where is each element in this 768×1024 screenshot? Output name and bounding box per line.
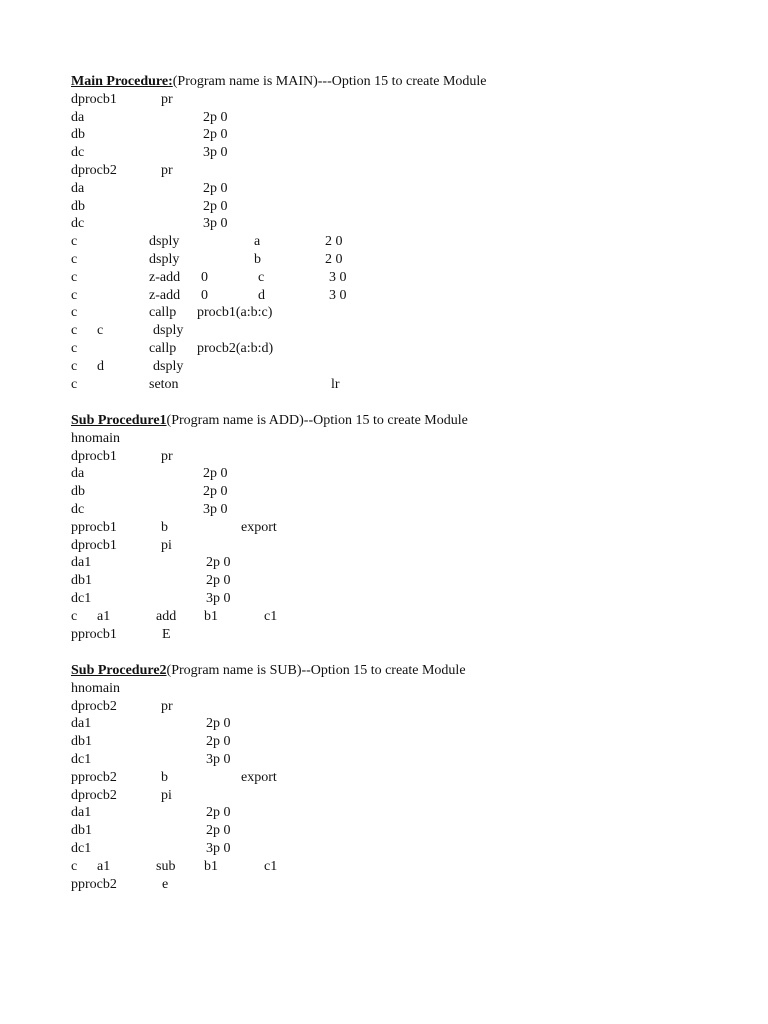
code-token: a — [254, 234, 261, 250]
code-line — [0, 358, 768, 376]
code-token: db1 — [71, 573, 92, 589]
code-token: c — [71, 305, 78, 321]
code-token: c — [71, 323, 78, 339]
code-token: c — [71, 376, 78, 392]
code-token: callp — [149, 305, 177, 321]
code-line — [0, 572, 768, 590]
code-line — [0, 804, 768, 822]
code-token: d — [258, 287, 265, 303]
code-token: b — [254, 251, 261, 267]
code-token: c — [71, 340, 78, 356]
code-line — [0, 109, 768, 127]
code-token: c — [97, 323, 104, 339]
code-token: da1 — [71, 805, 92, 821]
code-token: db1 — [71, 823, 92, 839]
section-sub-procedure1 — [0, 412, 768, 643]
code-token: dc1 — [71, 590, 92, 606]
code-token: dc1 — [71, 840, 92, 856]
code-line — [0, 858, 768, 876]
code-line — [0, 322, 768, 340]
code-line — [0, 162, 768, 180]
section-main — [0, 73, 768, 393]
code-token: da1 — [71, 716, 92, 732]
code-token: 2p 0 — [206, 805, 231, 821]
section-sub-procedure2 — [0, 662, 768, 893]
code-token: db1 — [71, 734, 92, 750]
section-heading — [0, 73, 768, 91]
code-line — [0, 680, 768, 698]
code-token: dprocb1 — [71, 448, 117, 464]
code-token: 3 0 — [329, 269, 347, 285]
code-token: pi — [161, 537, 172, 553]
code-token: 2p 0 — [206, 734, 231, 750]
code-token: c — [71, 608, 78, 624]
code-token: seton — [149, 376, 179, 392]
code-token: a1 — [97, 858, 111, 874]
code-token: 3p 0 — [206, 590, 231, 606]
code-token: c — [71, 858, 78, 874]
code-token: procb2(a:b:d) — [197, 340, 274, 356]
code-token: 0 — [201, 287, 208, 303]
code-line — [0, 448, 768, 466]
code-line — [0, 340, 768, 358]
code-token: c — [71, 287, 78, 303]
code-token: 0 — [201, 269, 208, 285]
code-token: 2p 0 — [203, 127, 228, 143]
code-line — [0, 430, 768, 448]
code-token: 3p 0 — [203, 216, 228, 232]
code-token: 2p 0 — [206, 555, 231, 571]
code-line — [0, 198, 768, 216]
code-token: da1 — [71, 555, 92, 571]
code-token: dc — [71, 501, 85, 517]
code-token: c1 — [264, 858, 278, 874]
code-token: dc — [71, 216, 85, 232]
heading-title-suffix: : — [168, 74, 173, 89]
code-token: dprocb2 — [71, 162, 117, 178]
code-token: E — [162, 626, 171, 642]
code-token: b — [161, 519, 168, 535]
code-token: dprocb2 — [71, 787, 117, 803]
code-token: pi — [161, 787, 172, 803]
code-token: dprocb1 — [71, 91, 117, 107]
code-token: b — [161, 769, 168, 785]
code-token: c — [71, 234, 78, 250]
code-line — [0, 715, 768, 733]
code-token: dsply — [153, 358, 184, 374]
heading-rest: (Program name is ADD)--Option 15 to create Module — [166, 413, 468, 428]
code-line — [0, 215, 768, 233]
code-token: db — [71, 127, 85, 143]
code-token: pprocb1 — [71, 626, 117, 642]
code-token: z-add — [149, 269, 181, 285]
code-token: dsply — [149, 234, 180, 250]
code-line — [0, 822, 768, 840]
code-line — [0, 519, 768, 537]
code-token: pprocb1 — [71, 519, 117, 535]
code-line — [0, 465, 768, 483]
section-heading — [0, 662, 768, 680]
code-line — [0, 144, 768, 162]
code-token: 2p 0 — [203, 198, 228, 214]
code-line — [0, 483, 768, 501]
code-token: b1 — [204, 608, 218, 624]
heading-title: Main Procedure — [71, 74, 169, 89]
code-token: 2p 0 — [206, 716, 231, 732]
code-token: db — [71, 484, 85, 500]
code-line — [0, 269, 768, 287]
code-line — [0, 233, 768, 251]
code-line — [0, 626, 768, 644]
heading-title: Sub Procedure2 — [71, 663, 167, 678]
code-token: add — [156, 608, 177, 624]
code-line — [0, 590, 768, 608]
code-line — [0, 180, 768, 198]
code-line — [0, 733, 768, 751]
heading-title: Sub Procedure1 — [71, 413, 167, 428]
code-token: 2p 0 — [203, 484, 228, 500]
code-token: pr — [161, 698, 173, 714]
code-token: c — [71, 251, 78, 267]
code-line — [0, 876, 768, 894]
code-token: 3p 0 — [203, 501, 228, 517]
code-token: callp — [149, 340, 177, 356]
section-heading — [0, 412, 768, 430]
code-token: pr — [161, 162, 173, 178]
code-token: 3p 0 — [206, 751, 231, 767]
code-token: 2p 0 — [203, 109, 228, 125]
code-token: c — [71, 358, 78, 374]
code-token: dc1 — [71, 751, 92, 767]
code-token: dc — [71, 145, 85, 161]
code-token: dsply — [153, 323, 184, 339]
code-token: e — [162, 876, 169, 892]
code-token: pprocb2 — [71, 769, 117, 785]
code-line — [0, 537, 768, 555]
code-line — [0, 787, 768, 805]
code-token: 2p 0 — [206, 573, 231, 589]
code-line — [0, 501, 768, 519]
code-line — [0, 91, 768, 109]
code-line — [0, 840, 768, 858]
code-line — [0, 554, 768, 572]
code-token: pprocb2 — [71, 876, 117, 892]
code-token: pr — [161, 448, 173, 464]
code-token: b1 — [204, 858, 218, 874]
heading-rest: (Program name is MAIN)---Option 15 to create Module — [172, 74, 487, 89]
heading-rest: (Program name is SUB)--Option 15 to create Module — [166, 663, 466, 678]
code-token: 2p 0 — [206, 823, 231, 839]
code-token: 3 0 — [329, 287, 347, 303]
code-token: export — [241, 769, 277, 785]
code-line — [0, 751, 768, 769]
code-token: 2p 0 — [203, 466, 228, 482]
code-token: c — [71, 269, 78, 285]
code-token: export — [241, 519, 277, 535]
code-line — [0, 698, 768, 716]
code-token: da — [71, 109, 85, 125]
code-line — [0, 251, 768, 269]
code-token: 2 0 — [325, 251, 343, 267]
code-token: sub — [156, 858, 176, 874]
code-token: 3p 0 — [206, 840, 231, 856]
code-token: z-add — [149, 287, 181, 303]
code-token: dprocb1 — [71, 537, 117, 553]
code-token: da — [71, 180, 85, 196]
code-line — [0, 376, 768, 394]
code-line — [0, 304, 768, 322]
code-line — [0, 287, 768, 305]
code-token: procb1(a:b:c) — [197, 305, 273, 321]
code-token: da — [71, 466, 85, 482]
code-token: c — [258, 269, 265, 285]
code-token: db — [71, 198, 85, 214]
code-token: dprocb2 — [71, 698, 117, 714]
code-line — [0, 126, 768, 144]
code-token: dsply — [149, 251, 180, 267]
code-token: 2 0 — [325, 234, 343, 250]
code-token: a1 — [97, 608, 111, 624]
code-line — [0, 769, 768, 787]
code-token: hnomain — [71, 680, 120, 696]
code-line — [0, 608, 768, 626]
code-token: 3p 0 — [203, 145, 228, 161]
code-token: 2p 0 — [203, 180, 228, 196]
code-token: c1 — [264, 608, 278, 624]
code-token: pr — [161, 91, 173, 107]
code-token: hnomain — [71, 430, 120, 446]
code-token: lr — [331, 376, 340, 392]
code-token: d — [97, 358, 104, 374]
